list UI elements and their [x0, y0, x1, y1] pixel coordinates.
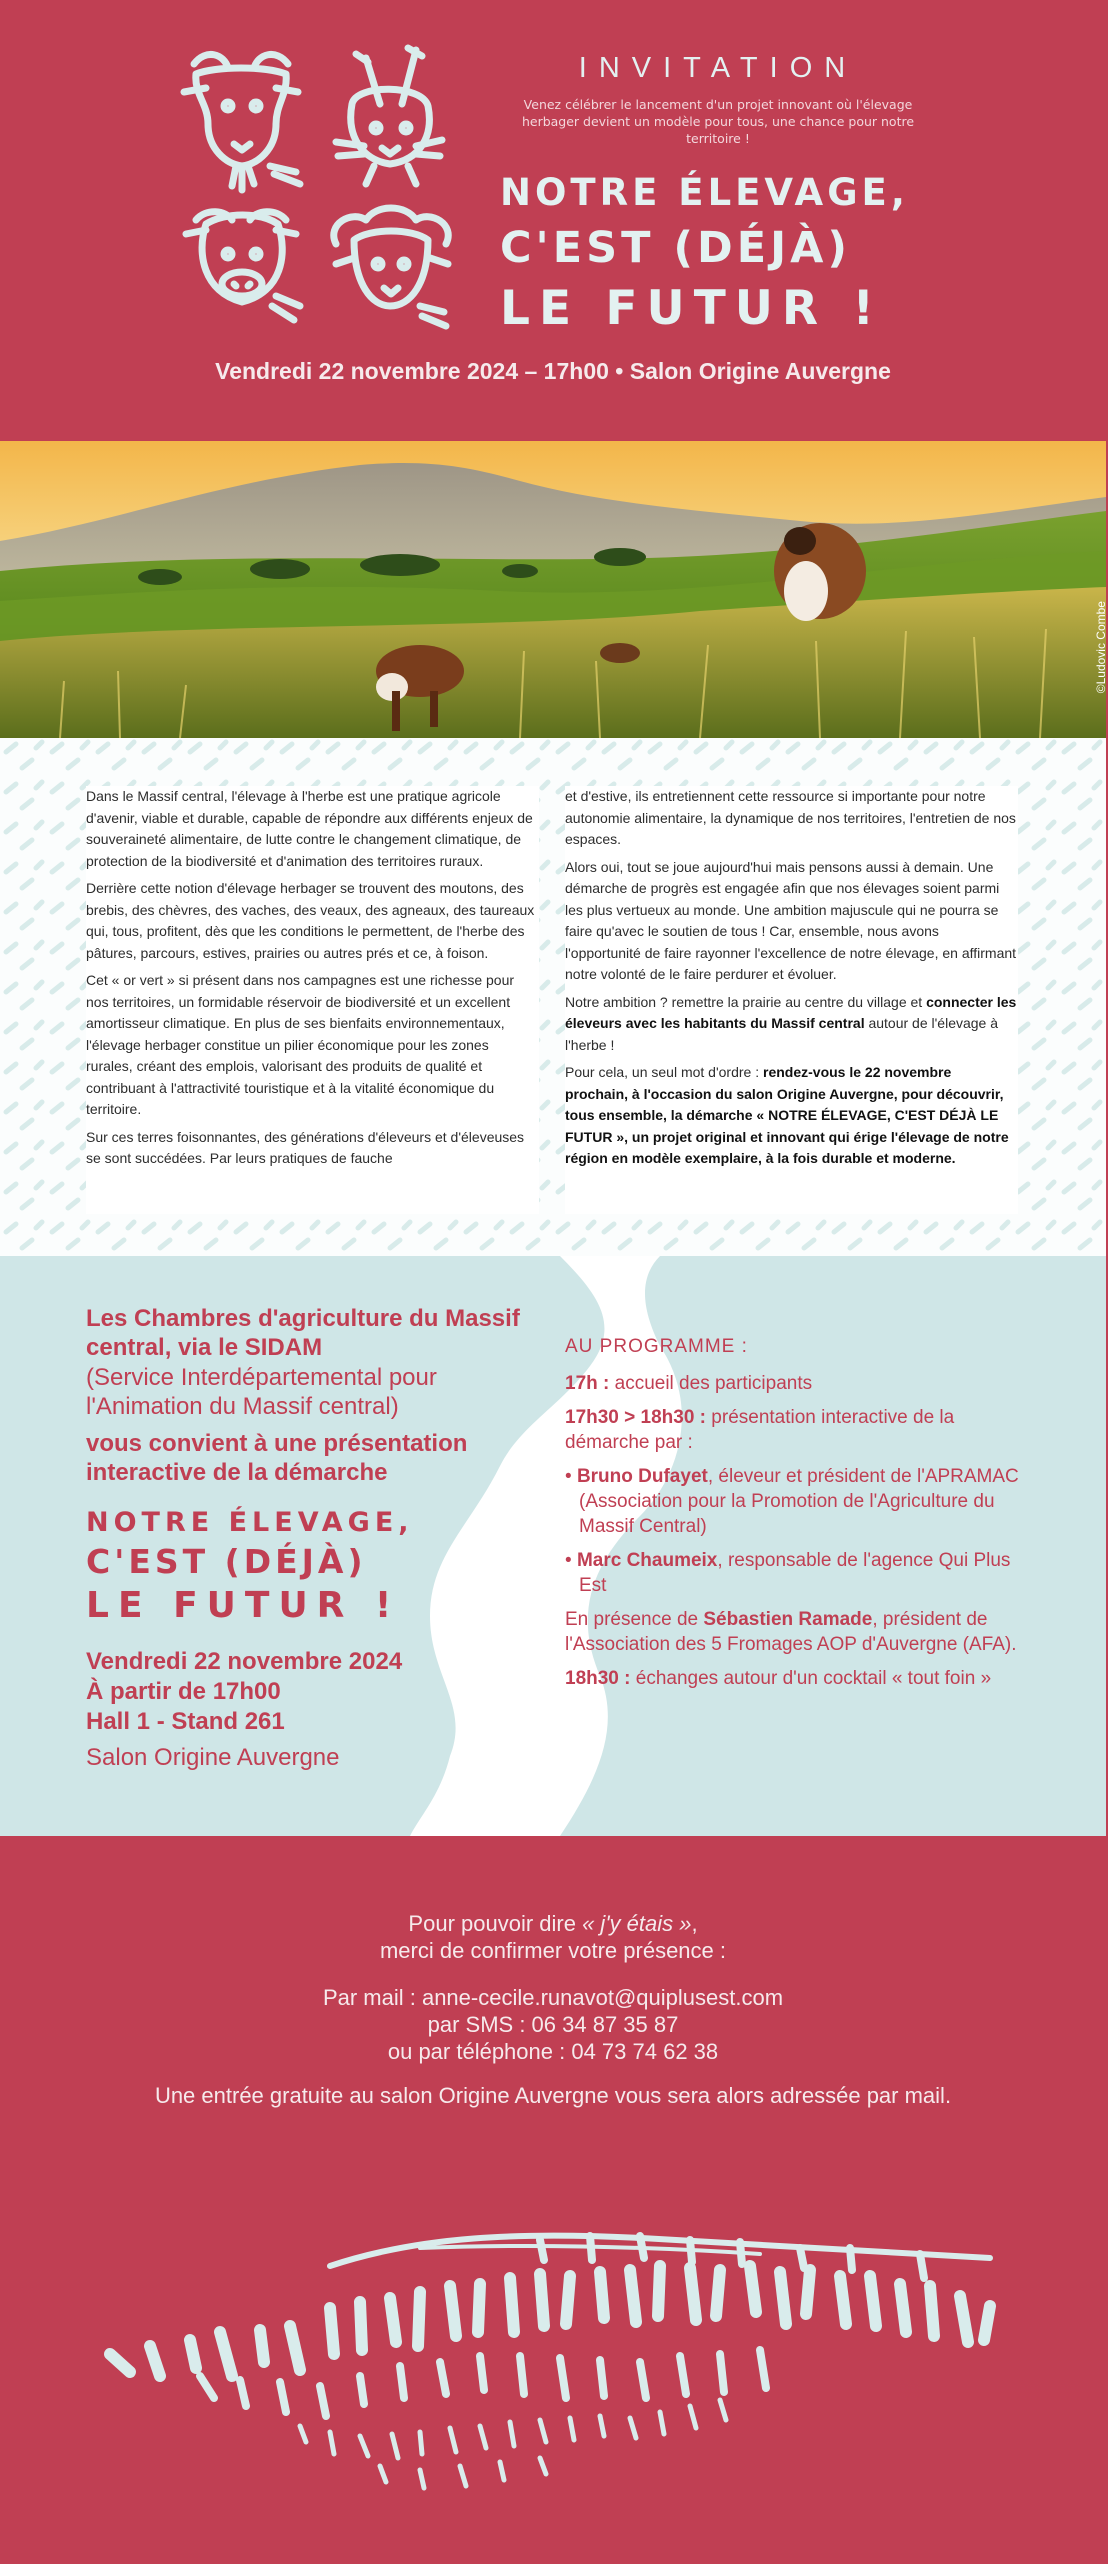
program-schedule: [565, 1334, 1025, 1700]
meadow-fence-drawing: [0, 2136, 1106, 2560]
pasture-photo: [0, 441, 1106, 738]
schedule-text: présentation interactive de la démarche par :: [565, 1407, 955, 1453]
headline-line-2: C'EST (DÉJÀ): [500, 223, 852, 273]
speaker-item: • Bruno Dufayet, éleveur et président de l'APRAMAC (Association pour la Promotion de l'Agriculture du Massif Central): [565, 1466, 1019, 1537]
event-date: Vendredi 22 novembre 2024: [86, 1648, 403, 1675]
free-entry-note: Une entrée gratuite au salon Origine Auvergne vous sera alors adressée par mail.: [154, 2083, 952, 2108]
article-column-left: [86, 786, 539, 1214]
text-bold: connecter les éleveurs avec les habitants du Massif central: [565, 993, 1017, 1031]
goat-icon: [184, 54, 300, 190]
article-section: [0, 738, 1106, 1256]
headline-line-1: NOTRE ÉLEVAGE,: [500, 171, 909, 214]
rsvp-line-1: [0, 1910, 1106, 1937]
text-run: autour de l'élevage à l'herbe !: [565, 1015, 999, 1053]
schedule-text: échanges autour d'un cocktail « tout foin »: [630, 1668, 992, 1689]
event-time: À partir de 17h00: [86, 1678, 281, 1705]
schedule-item: [565, 1405, 1025, 1455]
schedule-time: 18h30 :: [565, 1668, 631, 1689]
article-paragraph: Alors oui, tout se joue aujourd'hui mais pensons aussi à demain. Une démarche de progrès est engagée afin que nos élevages soient parmi les plus vertueux au monde. Une ambition majuscule qui ne pourra se faire qu'avec le soutien de tous ! Car, ensemble, nous avons l'opportunité de faire rayonner l'excellence de notre élevage, en affirmant notre volonté de le faire perdurer et évoluer.: [565, 858, 1017, 982]
schedule-item: [565, 1371, 1025, 1396]
schedule-text: accueil des participants: [609, 1373, 813, 1394]
article-paragraph: Cet « or vert » si présent dans nos campagnes est une richesse pour nos territoires, un formidable réservoir de biodiversité et un excellent amortisseur climatique. En plus de ses bienfaits environnementaux, l'élevage herbager constitue un pilier économique pour les zones rurales, créant des emplois, valorisant des produits de qualité et contribuant à l'attractivité touristique et à la vitalité économique du territoire.: [86, 972, 515, 1117]
speaker-name: Bruno Dufayet: [576, 1466, 708, 1487]
event-stand: Hall 1 - Stand 261: [86, 1708, 285, 1735]
schedule-item: [565, 1666, 1025, 1691]
sheep-icon: [334, 208, 448, 326]
convene-text: vous convient à une présentation interactive de la démarche: [86, 1430, 468, 1486]
program-title: AU PROGRAMME :: [565, 1336, 748, 1357]
rsvp-contacts: [0, 1984, 1106, 2065]
article-paragraph: et d'estive, ils entretiennent cette ressource si importante pour notre autonomie alimentaire, la dynamique de nos territoires, l'entretien de nos espaces.: [565, 788, 1016, 847]
schedule-time: 17h :: [565, 1373, 610, 1394]
headline-line-2: C'EST (DÉJÀ): [86, 1542, 367, 1581]
organizer-fullname: (Service Interdépartemental pour l'Animation du Massif central): [86, 1364, 437, 1420]
article-paragraph: Sur ces terres foisonnantes, des générations d'éleveurs et d'éleveuses se sont succédées. Par leurs pratiques de fauche: [86, 1128, 525, 1166]
farm-animals-illustration: [176, 44, 466, 334]
invitation-title: INVITATION: [578, 52, 858, 84]
text-run: Pour pouvoir dire: [408, 1911, 583, 1936]
article-column-right: [565, 786, 1018, 1214]
rsvp-phone[interactable]: ou par téléphone : 04 73 74 62 38: [387, 2039, 719, 2064]
invitation-details: [86, 1304, 536, 1773]
cow-icon: [186, 212, 300, 320]
headline-line-3: LE FUTUR !: [500, 281, 883, 336]
rsvp-intro: [0, 1910, 1106, 1964]
photo-credit: ©Ludovic Combe: [1094, 601, 1108, 694]
headline-line-1: NOTRE ÉLEVAGE,: [86, 1507, 414, 1538]
event-date-venue: Vendredi 22 novembre 2024 – 17h00 • Salon Origine Auvergne: [215, 358, 891, 384]
event-venue: Salon Origine Auvergne: [86, 1744, 340, 1771]
speaker-role: , responsable de l'agence Qui Plus Est: [579, 1550, 1011, 1596]
invitation-intro: Venez célébrer le lancement d'un projet innovant où l'élevage herbager devient un modèle pour tous, une chance pour notre territoire !: [521, 97, 915, 146]
footer-illustration: [0, 2136, 1106, 2560]
main-headline: [500, 168, 936, 340]
text-run: En présence de: [565, 1609, 704, 1630]
article-paragraph: [565, 992, 1018, 1057]
rsvp-sms[interactable]: par SMS : 06 34 87 35 87: [427, 2012, 679, 2037]
secondary-headline: [86, 1505, 536, 1629]
organizer-name: Les Chambres d'agriculture du Massif central, via le SIDAM: [86, 1305, 520, 1361]
presence-text: [565, 1607, 1025, 1657]
pasture-landscape-image: [0, 441, 1106, 738]
text-run: Pour cela, un seul mot d'ordre :: [565, 1064, 763, 1080]
article-paragraph: Dans le Massif central, l'élevage à l'herbe est une pratique agricole d'avenir, viable et durable, capable de répondre aux différents enjeux de souveraineté alimentaire, de lutte contre le changement climatique, de protection de la biodiversité et d'animation des territoires ruraux.: [86, 788, 533, 869]
rabbit-icon: [336, 48, 442, 184]
event-when: [86, 1647, 536, 1737]
speaker-role: , éleveur et président de l'APRAMAC (Association pour la Promotion de l'Agriculture du Massif Central): [579, 1466, 1019, 1537]
schedule-time: 17h30 > 18h30 :: [565, 1407, 707, 1428]
headline-line-3: LE FUTUR !: [86, 1585, 401, 1626]
speaker-name: Marc Chaumeix: [576, 1550, 718, 1571]
text-run: ,: [691, 1911, 698, 1936]
rsvp-line-2: merci de confirmer votre présence :: [379, 1938, 727, 1963]
cow-small: [600, 643, 640, 663]
text-bold: rendez-vous le 22 novembre prochain, à l'occasion du salon Origine Auvergne, pour découvrir, tous ensemble, la démarche « NOTRE ÉLEVAGE, C'EST DÉJÀ LE FUTUR », un projet original et innovant qui érige l'élevage de notre région en modèle exemplaire, à la fois durable et moderne.: [565, 1064, 1009, 1166]
presence-name: Sébastien Ramade: [703, 1609, 873, 1630]
text-emphasis: « j'y étais »: [582, 1911, 692, 1936]
text-run: Notre ambition ? remettre la prairie au centre du village et: [565, 993, 927, 1010]
article-paragraph: Derrière cette notion d'élevage herbager se trouvent des moutons, des brebis, des chèvres, des vaches, des veaux, des agneaux, des taureaux qui, tous, profitent, dès que les conditions le permettent, de l'herbe des pâtures, parcours, estives, prairies ou autres prés et ce, à foison.: [86, 880, 535, 961]
program-section: [0, 1256, 1106, 1836]
speaker-item: • Marc Chaumeix, responsable de l'agence Qui Plus Est: [565, 1550, 1011, 1596]
article-paragraph: [565, 1062, 1018, 1170]
header-section: [0, 0, 1106, 441]
text-run: , président de l'Association des 5 Fromages AOP d'Auvergne (AFA).: [565, 1609, 1017, 1655]
rsvp-email[interactable]: Par mail : anne-cecile.runavot@quiplusest.com: [322, 1985, 784, 2010]
rsvp-section: [0, 1836, 1106, 2136]
